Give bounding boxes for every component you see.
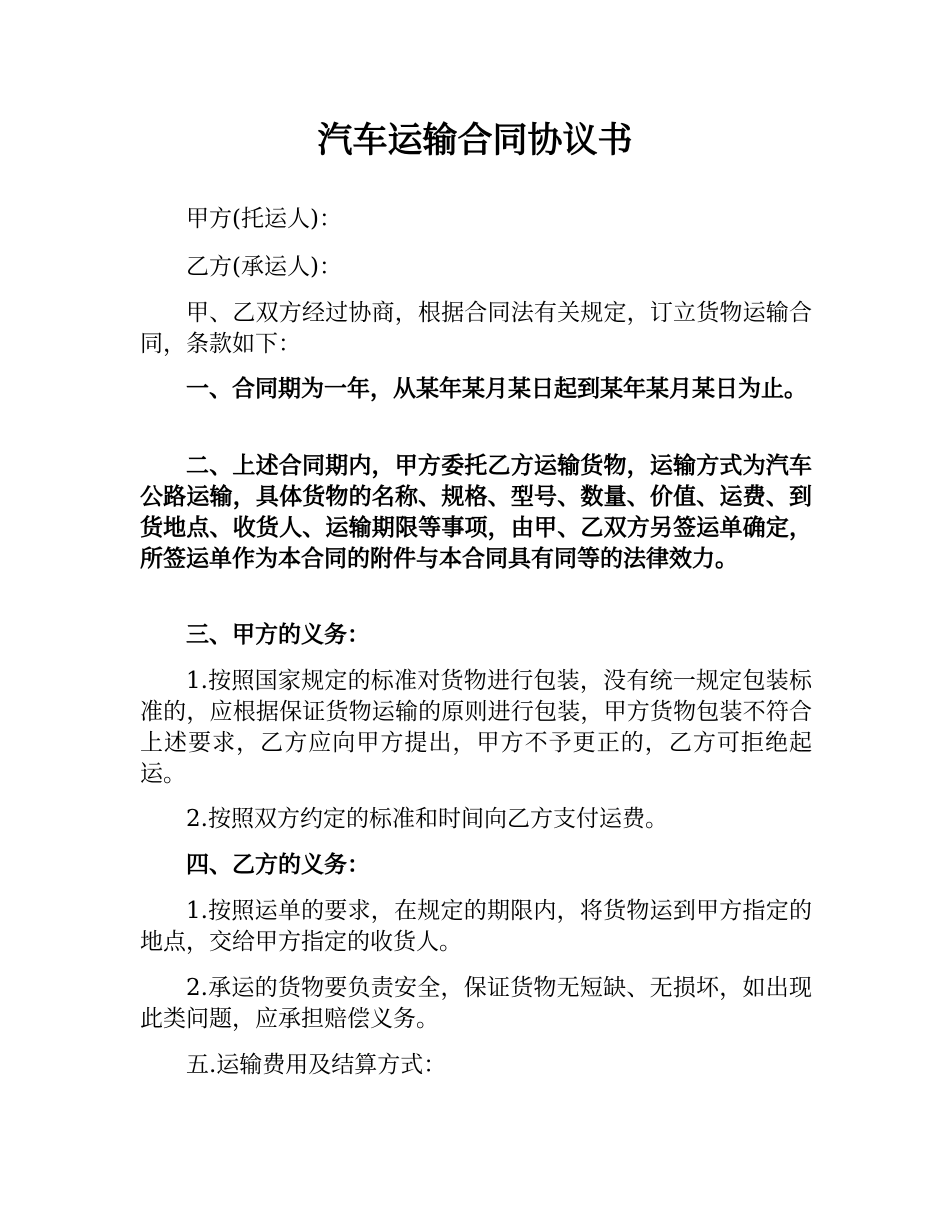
document-title: 汽车运输合同协议书 (317, 121, 633, 161)
clause-5-heading: 五.运输费用及结算方式： (186, 1052, 447, 1078)
clause-3-item-2: 2.按照双方约定的标准和时间向乙方支付运费。 (186, 806, 668, 832)
party-b-line: 乙方(承运人)： (186, 254, 342, 280)
party-a-line: 甲方(托运人)： (186, 206, 342, 232)
clause-3-heading: 三、甲方的义务： (186, 622, 370, 648)
intro-paragraph: 甲、乙双方经过协商，根据合同法有关规定，订立货物运输合同，条款如下： (140, 300, 812, 357)
clause-2: 二、上述合同期内，甲方委托乙方运输货物，运输方式为汽车公路运输，具体货物的名称、规格、型号、数量、价值、运费、到货地点、收货人、运输期限等事项，由甲、乙双方另签运单确定，所签运单作为本合同的附件与本合同具有同等的法律效力。 (140, 453, 812, 572)
clause-4-item-2: 2.承运的货物要负责安全，保证货物无短缺、无损坏，如出现此类问题，应承担赔偿义务。 (140, 975, 812, 1032)
clause-4-item-1: 1.按照运单的要求，在规定的期限内，将货物运到甲方指定的地点，交给甲方指定的收货人。 (140, 898, 812, 955)
clause-1: 一、合同期为一年，从某年某月某日起到某年某月某日为止。 (186, 376, 807, 402)
clause-3-item-1: 1.按照国家规定的标准对货物进行包装，没有统一规定包装标准的，应根据保证货物运输的原则进行包装，甲方货物包装不符合上述要求，乙方应向甲方提出，甲方不予更正的，乙方可拒绝起运。 (140, 668, 812, 787)
clause-4-heading: 四、乙方的义务： (186, 852, 370, 878)
